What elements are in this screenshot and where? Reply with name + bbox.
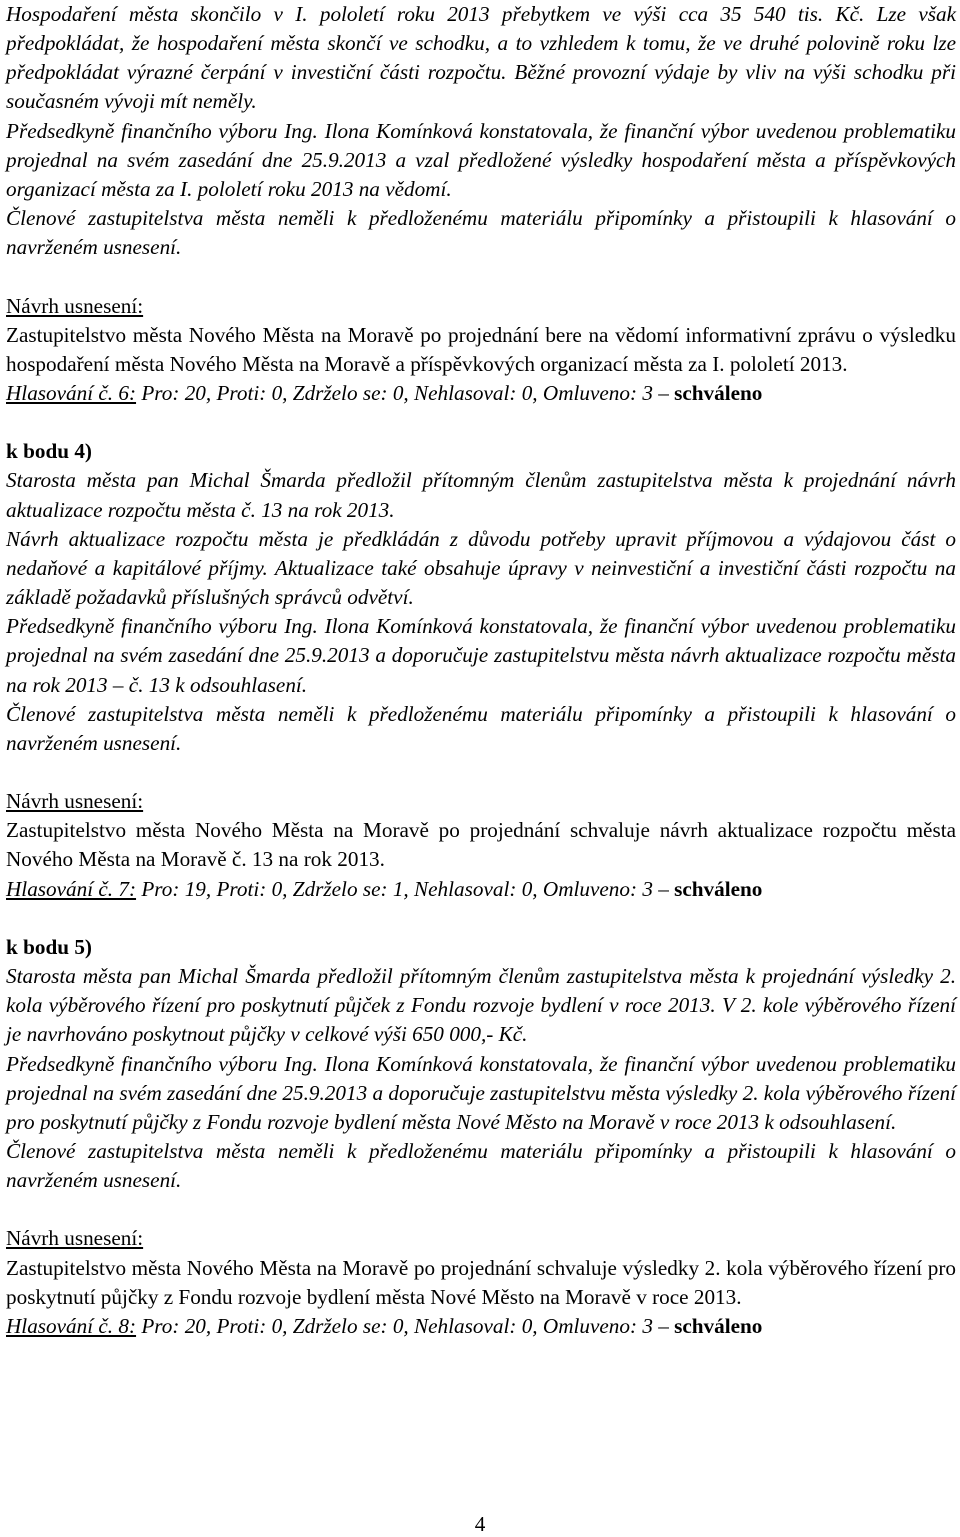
vote-label: Hlasování č. 6: (6, 381, 137, 406)
paragraph-financial-result: Hospodaření města skončilo v I. pololetí roku 2013 přebytkem ve výši cca 35 540 tis. Kč. Lze však předpokládat, že hospodaření města skončí ve schodku, a to vzhledem k tomu, že ve druhé polovině roku lze předpokládat výrazné čerpání v investiční části rozpočtu. Běžné provozní výdaje by vliv na výši schodku při současném vývoji mít neměly. (6, 2, 956, 114)
vote-counts: Pro: 20, Proti: 0, Zdrželo se: 0, Nehlasoval: 0, Omluveno: 3 – (141, 1313, 669, 1338)
spacer (6, 408, 956, 437)
vote-label: Hlasování č. 8: (6, 1313, 137, 1338)
vote-result: schváleno (674, 381, 763, 406)
proposal-label: Návrh usnesení: (6, 789, 144, 814)
vote-line (6, 1312, 956, 1341)
proposal-label: Návrh usnesení: (6, 1226, 144, 1251)
paragraph-members-no-comments: Členové zastupitelstva města neměli k předloženému materiálu připomínky a přistoupili k hlasování o navrženém usnesení. (6, 701, 956, 755)
spacer (6, 758, 956, 787)
paragraph-finance-committee: Předsedkyně finančního výboru Ing. Ilona Komínková konstatovala, že finanční výbor uvedenou problematiku projednal na svém zasedání dne 25.9.2013 a doporučuje zastupitelstvu města výsledky 2. kola výběrového řízení pro poskytnutí půjčky z Fondu rozvoje bydlení města Nové Město na Moravě v roce 2013 k odsouhlasení. (6, 1051, 956, 1134)
vote-counts: Pro: 20, Proti: 0, Zdrželo se: 0, Nehlasoval: 0, Omluveno: 3 – (141, 381, 669, 406)
vote-result: schváleno (674, 876, 763, 901)
section-heading: k bodu 4) (6, 439, 92, 464)
paragraph-budget-update: Návrh aktualizace rozpočtu města je předkládán z důvodu potřeby upravit příjmovou a výdajovou část o nedaňové a kapitálové příjmy. Aktualizace také obsahuje úpravy v neinvestiční a investiční části rozpočtu na základě požadavků příslušných správců odvětví. (6, 526, 956, 610)
spacer (6, 262, 956, 291)
paragraph-finance-committee: Předsedkyně finančního výboru Ing. Ilona Komínková konstatovala, že finanční výbor uvedenou problematiku projednal na svém zasedání dne 25.9.2013 a doporučuje zastupitelstvu města návrh aktualizace rozpočtu města na rok 2013 – č. 13 k odsouhlasení. (6, 614, 956, 697)
paragraph-members-no-comments: Členové zastupitelstva města neměli k předloženému materiálu připomínky a přistoupili k hlasování o navrženém usnesení. (6, 1139, 956, 1193)
vote-label: Hlasování č. 7: (6, 876, 137, 901)
proposal-text: Zastupitelstvo města Nového Města na Moravě po projednání schvaluje výsledky 2. kola výběrového řízení pro poskytnutí půjčky z Fondu rozvoje bydlení města Nové Město na Moravě v roce 2013. (6, 1255, 956, 1309)
vote-line (6, 379, 956, 408)
proposal-text: Zastupitelstvo města Nového Města na Moravě po projednání schvaluje návrh aktualizace rozpočtu města Nového Města na Moravě č. 13 na rok 2013. (6, 818, 956, 872)
page-number: 4 (474, 1512, 486, 1536)
document-page (6, 0, 956, 1341)
vote-line (6, 875, 956, 904)
vote-result: schváleno (674, 1313, 763, 1338)
paragraph-mayor-submission: Starosta města pan Michal Šmarda předložil přítomným členům zastupitelstva města k projednání návrh aktualizace rozpočtu města č. 13 na rok 2013. (6, 468, 956, 522)
spacer (6, 1195, 956, 1224)
section-heading: k bodu 5) (6, 934, 92, 959)
paragraph-finance-committee: Předsedkyně finančního výboru Ing. Ilona Komínková konstatovala, že finanční výbor uvedenou problematiku projednal na svém zasedání dne 25.9.2013 a vzal předložené výsledky hospodaření města a příspěvkových organizací města za I. pololetí roku 2013 na vědomí. (6, 118, 956, 201)
paragraph-members-no-comments: Členové zastupitelstva města neměli k předloženému materiálu připomínky a přistoupili k hlasování o navrženém usnesení. (6, 206, 956, 260)
paragraph-mayor-submission: Starosta města pan Michal Šmarda předložil přítomným členům zastupitelstva města k projednání výsledky 2. kola výběrového řízení pro poskytnutí půjček z Fondu rozvoje bydlení v roce 2013. V 2. kole výběrového řízení je navrhováno poskytnout půjčky v celkové výši 650 000,- Kč. (6, 964, 956, 1047)
spacer (6, 904, 956, 933)
proposal-text: Zastupitelstvo města Nového Města na Moravě po projednání bere na vědomí informativní zprávu o výsledku hospodaření města Nového Města na Moravě a příspěvkových organizací města za I. pololetí 2013. (6, 322, 956, 376)
vote-counts: Pro: 19, Proti: 0, Zdrželo se: 1, Nehlasoval: 0, Omluveno: 3 – (141, 876, 669, 901)
proposal-label: Návrh usnesení: (6, 293, 144, 318)
